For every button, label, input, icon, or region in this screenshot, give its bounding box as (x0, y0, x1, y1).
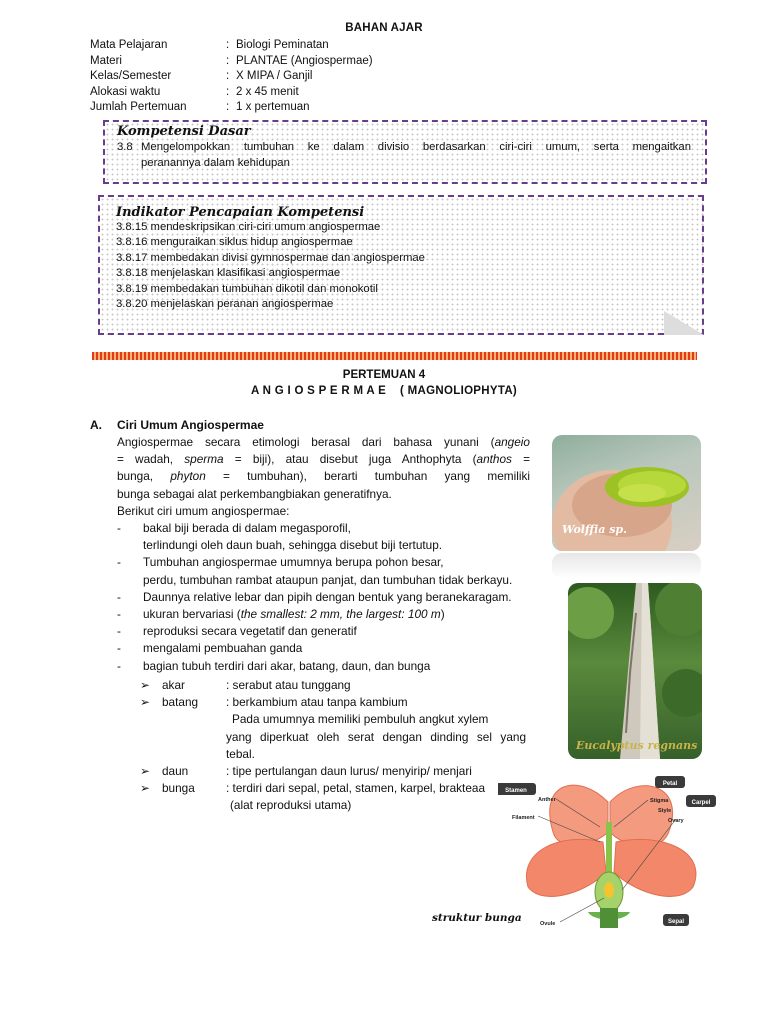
meta-key: Jumlah Pertemuan (90, 101, 187, 113)
list-item-text: mengalami pembuahan ganda (143, 641, 303, 656)
kd-text-line-2: peranannya dalam kehidupan (141, 157, 290, 169)
meta-value: PLANTAE (Angiospermae) (236, 54, 373, 67)
part-desc: : serabut atau tunggang (226, 678, 351, 692)
wolffia-photo (552, 435, 701, 551)
list-item-text: bagian tubuh terdiri dari akar, batang, daun, dan bunga (143, 658, 431, 673)
list-item (117, 623, 557, 640)
meeting-title: PERTEMUAN 4 (342, 369, 426, 381)
meta-row (90, 54, 373, 70)
bullet-dash: - (117, 589, 121, 604)
list-item-text: bakal biji berada di dalam megasporofil, (143, 521, 351, 535)
section-title: Ciri Umum Angiospermae (117, 418, 264, 432)
meta-colon: : (226, 54, 230, 67)
bullet-dash: - (117, 555, 121, 570)
intro-text: = tumbuhan), berarti tumbuhan yang memiliki (205, 469, 530, 484)
meta-row (90, 69, 373, 85)
part-name: bunga (162, 781, 195, 796)
label-stigma: Stigma (650, 798, 669, 804)
label-petal: Petal (662, 781, 678, 787)
part-name: akar (162, 678, 185, 692)
chapter-subtitle: A N G I O S P E R M A E ( MAGNOLIOPHYTA) (250, 385, 518, 397)
kd-number: 3.8 (117, 141, 133, 153)
meta-value: 2 x 45 menit (236, 85, 299, 98)
list-item (117, 640, 557, 657)
indikator-item: 3.8.17 membedakan divisi gymnospermae dan angiospermae (116, 251, 425, 264)
flower-diagram (498, 772, 720, 932)
intro-italic: anthos (476, 452, 512, 467)
label-sepal: Sepal (667, 919, 685, 925)
list-item (117, 606, 557, 623)
indikator-list (116, 220, 425, 312)
intro-italic: angeio (494, 435, 530, 449)
intro-text: = biji), atau disebut juga Anthophyta ( (223, 452, 477, 467)
meta-colon: : (226, 70, 230, 82)
list-item-text: Daunnya relative lebar dan pipih dengan bentuk yang beranekaragam. (143, 589, 512, 604)
intro-italic: phyton (170, 469, 206, 484)
indikator-box (98, 195, 704, 335)
document-title: BAHAN AJAR (345, 22, 423, 34)
meta-colon: : (226, 85, 230, 98)
arrow-bullet-icon: ➢ (140, 695, 150, 710)
meta-value: 1 x pertemuan (236, 101, 310, 113)
wolffia-caption: Wolffia sp. (562, 523, 627, 536)
indikator-heading: Indikator Pencapaian Kompetensi (116, 205, 365, 220)
list-item-text: ukuran bervariasi ( (143, 607, 241, 622)
label-carpel: Carpel (691, 800, 711, 806)
bunga-note: (alat reproduksi utama) (230, 798, 352, 813)
kd-text-line-1: Mengelompokkan tumbuhan ke dalam divisio berdasarkan ciri-ciri umum, serta mengaitkan (141, 141, 691, 153)
meta-colon: : (226, 39, 230, 51)
part-desc: : tipe pertulangan daun lurus/ menyirip/ menjari (226, 764, 472, 779)
intro-text: bunga sebagai alat perkembangbiakan generatifnya. (117, 486, 392, 501)
intro-text: = wadah, (117, 452, 185, 467)
bullet-dash: - (117, 658, 121, 673)
parts-list (140, 677, 540, 815)
indikator-item: 3.8.16 menguraikan siklus hidup angiospermae (116, 236, 353, 249)
flower-caption: struktur bunga (432, 912, 522, 924)
meta-key: Materi (90, 54, 122, 67)
eucalyptus-caption: Eucalyptus regnans (576, 739, 698, 752)
part-name: daun (162, 764, 189, 779)
arrow-bullet-icon: ➢ (140, 678, 150, 692)
intro-text: = (511, 452, 531, 467)
list-item (117, 554, 557, 571)
photo-reflection (552, 553, 701, 579)
indikator-item: 3.8.18 menjelaskan klasifikasi angiospermae (116, 267, 341, 280)
indikator-item: 3.8.20 menjelaskan peranan angiospermae (116, 298, 334, 311)
kompetensi-dasar-heading: Kompetensi Dasar (117, 124, 251, 139)
list-item-italic: the smallest: 2 mm, the largest: 100 m (240, 607, 441, 622)
part-row (140, 677, 540, 694)
page-curl (664, 311, 704, 335)
metadata-table (90, 38, 373, 116)
intro-italic: sperma (184, 452, 224, 467)
part-desc: : berkambium atau tanpa kambium (226, 695, 408, 710)
list-item-text: reproduksi secara vegetatif dan generatif (143, 624, 357, 639)
label-style: Style (658, 808, 672, 814)
arrow-bullet-icon: ➢ (140, 764, 150, 779)
label-anther: Anther (538, 797, 556, 803)
list-item (117, 589, 557, 606)
batang-note-line: tebal. (226, 746, 255, 761)
meta-row (90, 100, 373, 116)
arrow-bullet-icon: ➢ (140, 781, 150, 796)
label-filament: Filament (512, 815, 535, 821)
bullet-dash: - (117, 521, 121, 535)
section-letter: A. (90, 418, 102, 432)
intro-text: bunga, (117, 469, 171, 484)
bullet-dash: - (117, 641, 121, 656)
bullet-dash: - (117, 607, 121, 622)
indikator-item: 3.8.15 mendeskripsikan ciri-ciri umum angiospermae (116, 221, 381, 233)
batang-note-line: yang diperkuat oleh serat dengan dinding sel yang (226, 729, 526, 744)
meta-value: Biologi Peminatan (236, 39, 329, 51)
list-item-text: perdu, tumbuhan rambat ataupun panjat, dan tumbuhan tidak berkayu. (143, 572, 513, 587)
part-desc: : terdiri dari sepal, petal, stamen, karpel, brakteaa (226, 781, 486, 796)
list-item (117, 520, 557, 537)
ciri-list (117, 520, 557, 675)
section-divider (92, 352, 697, 360)
meta-key: Mata Pelajaran (90, 39, 168, 51)
batang-note (140, 711, 526, 763)
label-stamen: Stamen (505, 788, 527, 794)
list-item-text: Tumbuhan angiospermae umumnya berupa pohon besar, (143, 555, 444, 570)
list-item-text: terlindungi oleh daun buah, sehingga disebut biji tertutup. (143, 538, 443, 553)
eucalyptus-photo (568, 583, 702, 759)
meta-value: X MIPA / Ganjil (236, 70, 313, 82)
batang-note-line: Pada umumnya memiliki pembuluh angkut xylem (232, 712, 489, 727)
label-ovary: Ovary (668, 818, 684, 824)
eucalyptus-image (568, 583, 702, 759)
kompetensi-dasar-box (103, 120, 707, 184)
list-item-text: ) (440, 607, 445, 622)
intro-text: Angiospermae secara etimologi berasal dari bahasa yunani ( (117, 435, 495, 449)
meta-key: Alokasi waktu (90, 85, 161, 98)
meta-colon: : (226, 101, 230, 113)
bullet-dash: - (117, 624, 121, 639)
list-item (117, 658, 557, 675)
indikator-item: 3.8.19 membedakan tumbuhan dikotil dan monokotil (116, 282, 378, 295)
part-row (140, 763, 540, 780)
part-row (140, 780, 540, 797)
meta-row (90, 38, 373, 54)
part-row (140, 694, 540, 711)
meta-row (90, 85, 373, 101)
part-name: batang (162, 695, 199, 710)
intro-text: Berikut ciri umum angiospermae: (117, 503, 290, 518)
label-ovule: Ovule (540, 921, 556, 927)
intro-paragraph (117, 434, 530, 520)
meta-key: Kelas/Semester (90, 70, 172, 82)
